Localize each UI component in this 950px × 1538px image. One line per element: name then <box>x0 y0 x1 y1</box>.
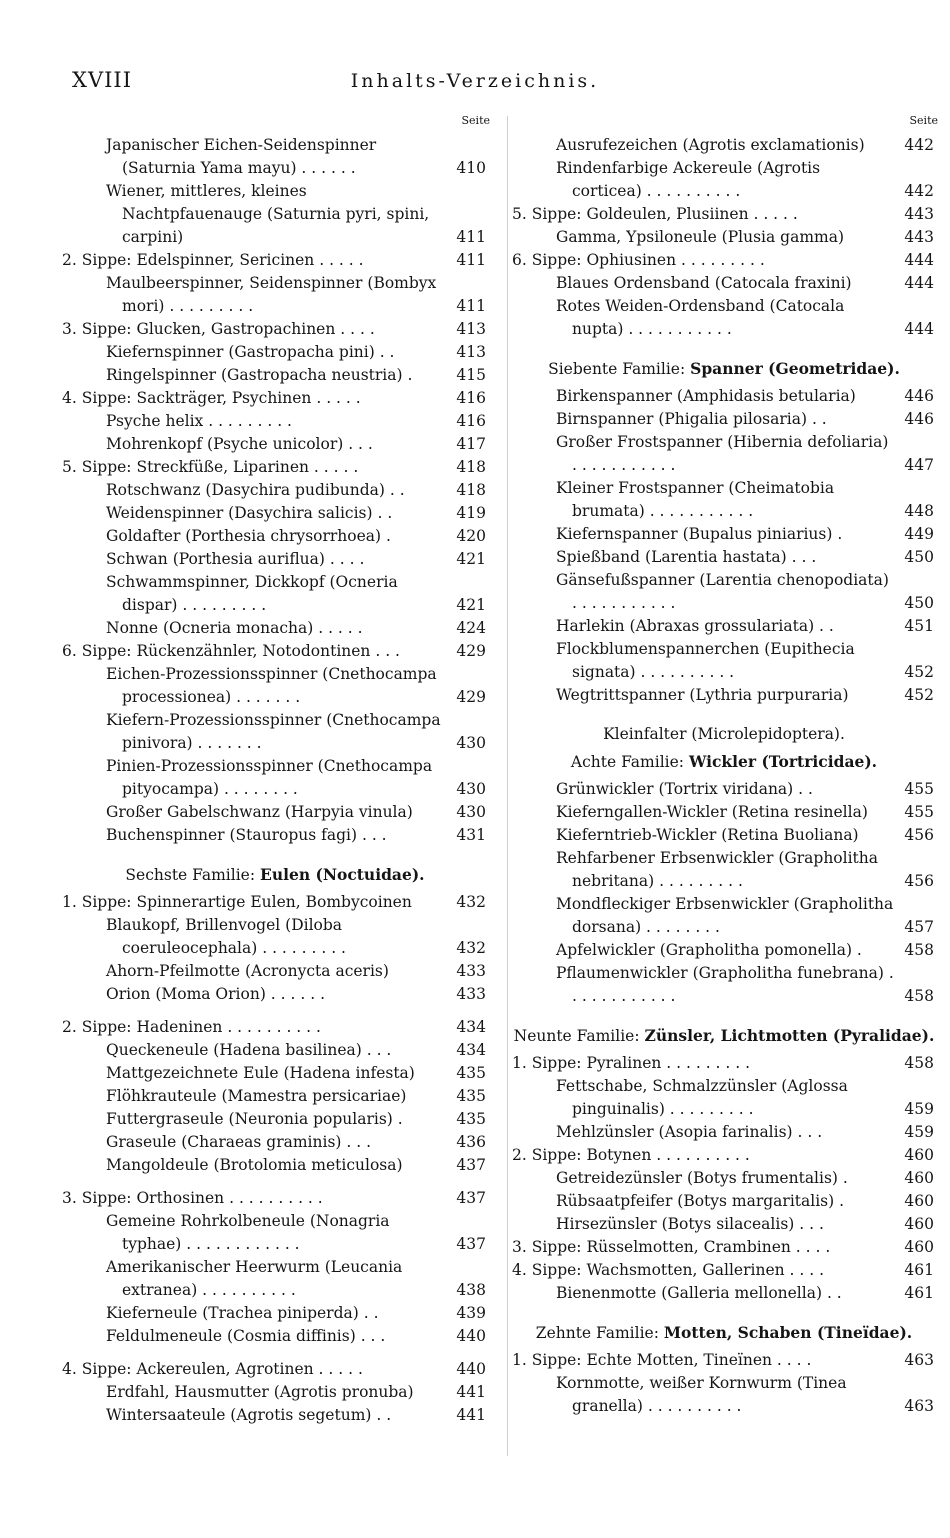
entry-text: Buchenspinner (Stauropus fagi) . . . <box>106 826 387 844</box>
toc-entry <box>510 134 938 157</box>
entry-text: Rotschwanz (Dasychira pudibunda) . . <box>106 481 405 499</box>
page-ref: 437 <box>456 1156 486 1174</box>
toc-entry <box>510 157 938 203</box>
page-ref: 442 <box>904 136 934 154</box>
page-ref: 460 <box>904 1215 934 1233</box>
toc-entry <box>510 801 938 824</box>
entry-text: Kieferneule (Trachea piniperda) . . <box>106 1304 379 1322</box>
toc-entry <box>510 684 938 707</box>
entry-text: 2. Sippe: Botynen . . . . . . . . . . <box>512 1146 750 1164</box>
page-ref: 416 <box>456 389 486 407</box>
page-ref: 447 <box>904 456 934 474</box>
entry-text: Goldafter (Porthesia chrysorrhoea) . <box>106 527 391 545</box>
entry-text: 2. Sippe: Hadeninen . . . . . . . . . . <box>62 1018 321 1036</box>
family-name: Motten, Schaben (Tineïdae). <box>663 1323 913 1342</box>
page-ref: 443 <box>904 205 934 223</box>
page-ref: 458 <box>904 941 934 959</box>
toc-entry <box>60 1108 490 1131</box>
entry-text: Pflaumenwickler (Grapholitha funebrana) . . . . . . . . . . . . <box>556 964 894 1005</box>
entry-text: 2. Sippe: Edelspinner, Sericinen . . . . . <box>62 251 364 269</box>
family-heading <box>510 357 938 381</box>
entry-text: Erdfahl, Hausmutter (Agrotis pronuba) <box>106 1383 414 1401</box>
page-ref: 463 <box>904 1351 934 1369</box>
entry-text: Gemeine Rohrkolbeneule (Nonagria typhae) . . . . . . . . . . . . <box>106 1212 390 1253</box>
entry-text: Großer Gabelschwanz (Harpyia vinula) <box>106 803 413 821</box>
page-ref: 434 <box>456 1041 486 1059</box>
page-ref: 456 <box>904 826 934 844</box>
toc-entry <box>510 477 938 523</box>
family-label: Zehnte Familie: <box>535 1324 659 1342</box>
entry-text: Harlekin (Abraxas grossulariata) . . <box>556 617 834 635</box>
page-ref: 420 <box>456 527 486 545</box>
page-ref: 450 <box>904 548 934 566</box>
toc-entry <box>510 893 938 939</box>
entry-text: Schwammspinner, Dickkopf (Ocneria dispar) . . . . . . . . . <box>106 573 398 614</box>
toc-entry <box>60 134 490 180</box>
entry-text: Orion (Moma Orion) . . . . . . <box>106 985 325 1003</box>
toc-entry <box>60 663 490 709</box>
toc-entry <box>60 960 490 983</box>
entry-text: Queckeneule (Hadena basilinea) . . . <box>106 1041 392 1059</box>
page-ref: 460 <box>904 1238 934 1256</box>
page-ref: 460 <box>904 1146 934 1164</box>
entry-text: Weidenspinner (Dasychira salicis) . . <box>106 504 393 522</box>
toc-entry <box>510 1121 938 1144</box>
toc-entry <box>510 1282 938 1305</box>
entry-text: Mattgezeichnete Eule (Hadena infesta) <box>106 1064 415 1082</box>
page-ref: 417 <box>456 435 486 453</box>
page-ref: 440 <box>456 1327 486 1345</box>
entry-text: Mohrenkopf (Psyche unicolor) . . . <box>106 435 373 453</box>
page-ref: 415 <box>456 366 486 384</box>
page-ref: 432 <box>456 893 486 911</box>
entry-text: 4. Sippe: Ackereulen, Agrotinen . . . . . <box>62 1360 363 1378</box>
page-ref: 432 <box>456 939 486 957</box>
left-column <box>60 114 490 1427</box>
entry-text: Nonne (Ocneria monacha) . . . . . <box>106 619 363 637</box>
toc-entry <box>60 755 490 801</box>
entry-text: Fettschabe, Schmalzzünsler (Aglossa pinguinalis) . . . . . . . . . <box>556 1077 848 1118</box>
page-ref: 459 <box>904 1100 934 1118</box>
page-ref: 444 <box>904 251 934 269</box>
seite-label-right: Seite <box>909 114 938 127</box>
family-label: Kleinfalter (Microlepidoptera). <box>603 725 845 743</box>
entry-text: Rotes Weiden-Ordensband (Catocala nupta) . . . . . . . . . . . <box>556 297 845 338</box>
entry-text: Bienenmotte (Galleria mellonella) . . <box>556 1284 842 1302</box>
toc-entry <box>510 778 938 801</box>
page-ref: 451 <box>904 617 934 635</box>
entry-text: Futtergraseule (Neuronia popularis) . <box>106 1110 403 1128</box>
toc-entry <box>510 962 938 1008</box>
page-ref: 461 <box>904 1261 934 1279</box>
family-heading <box>510 1321 938 1345</box>
entry-text: Eichen-Prozessionsspinner (Cnethocampa processionea) . . . . . . . <box>106 665 437 706</box>
page-ref: 411 <box>456 228 486 246</box>
toc-entry <box>60 433 490 456</box>
toc-entry <box>60 180 490 249</box>
family-name: Eulen (Noctuidae). <box>260 865 425 884</box>
page-ref: 429 <box>456 642 486 660</box>
family-heading <box>510 1024 938 1048</box>
toc-entry <box>510 939 938 962</box>
toc-entry <box>60 1404 490 1427</box>
page-ref: 446 <box>904 410 934 428</box>
toc-entry <box>60 502 490 525</box>
entry-text: Birnspanner (Phigalia pilosaria) . . <box>556 410 827 428</box>
page-ref: 452 <box>904 686 934 704</box>
toc-sippe <box>60 318 490 341</box>
toc-list-right <box>510 134 938 1418</box>
page-ref: 435 <box>456 1110 486 1128</box>
entry-text: Kiefernspinner (Gastropacha pini) . . <box>106 343 395 361</box>
entry-text: 1. Sippe: Pyralinen . . . . . . . . . <box>512 1054 751 1072</box>
entry-text: Blaukopf, Brillenvogel (Diloba coeruleocephala) . . . . . . . . . <box>106 916 346 957</box>
toc-entry <box>60 1325 490 1348</box>
page-ref: 435 <box>456 1064 486 1082</box>
entry-text: Getreidezünsler (Botys frumentalis) . <box>556 1169 848 1187</box>
page-ref: 444 <box>904 274 934 292</box>
family-label: Sechste Familie: <box>125 866 256 884</box>
entry-text: Apfelwickler (Grapholitha pomonella) . <box>556 941 862 959</box>
family-heading <box>60 863 490 887</box>
entry-text: 4. Sippe: Sackträger, Psychinen . . . . . <box>62 389 361 407</box>
page-ref: 411 <box>456 297 486 315</box>
toc-sippe <box>60 1358 490 1381</box>
family-name: Spanner (Geometridae). <box>690 359 900 378</box>
toc-entry <box>510 1372 938 1418</box>
toc-sippe <box>60 1187 490 1210</box>
entry-text: Spießband (Larentia hastata) . . . <box>556 548 817 566</box>
entry-text: Kieferngallen-Wickler (Retina resinella) <box>556 803 868 821</box>
page-ref: 444 <box>904 320 934 338</box>
toc-entry <box>510 1190 938 1213</box>
page-ref: 413 <box>456 343 486 361</box>
page-ref: 456 <box>904 872 934 890</box>
entry-text: Großer Frostspanner (Hibernia defoliaria) . . . . . . . . . . . <box>556 433 889 474</box>
family-label: Neunte Familie: <box>513 1027 640 1045</box>
page-ref: 458 <box>904 987 934 1005</box>
toc-entry <box>510 295 938 341</box>
page-ref: 455 <box>904 803 934 821</box>
page-ref: 460 <box>904 1169 934 1187</box>
entry-text: 1. Sippe: Spinnerartige Eulen, Bombycoinen <box>62 893 412 911</box>
entry-text: Kiefern-Prozessionsspinner (Cnethocampa pinivora) . . . . . . . <box>106 711 441 752</box>
family-name: Zünsler, Lichtmotten (Pyralidae). <box>644 1026 935 1045</box>
entry-text: Ringelspinner (Gastropacha neustria) . <box>106 366 413 384</box>
page-ref: 455 <box>904 780 934 798</box>
toc-entry <box>60 1154 490 1177</box>
entry-text: 5. Sippe: Goldeulen, Plusiinen . . . . . <box>512 205 798 223</box>
page-ref: 418 <box>456 481 486 499</box>
page-ref: 421 <box>456 550 486 568</box>
toc-entry <box>60 1131 490 1154</box>
entry-text: Pinien-Prozessionsspinner (Cnethocampa pityocampa) . . . . . . . . <box>106 757 433 798</box>
toc-entry <box>510 1167 938 1190</box>
entry-text: 3. Sippe: Glucken, Gastropachinen . . . . <box>62 320 375 338</box>
page-ref: 461 <box>904 1284 934 1302</box>
page-ref: 434 <box>456 1018 486 1036</box>
entry-text: Gamma, Ypsiloneule (Plusia gamma) <box>556 228 845 246</box>
page-ref: 452 <box>904 663 934 681</box>
entry-text: Blaues Ordensband (Catocala fraxini) <box>556 274 852 292</box>
entry-text: Kieferntrieb-Wickler (Retina Buoliana) <box>556 826 859 844</box>
page-ref: 433 <box>456 962 486 980</box>
toc-entry <box>510 408 938 431</box>
family-name: Wickler (Tortricidae). <box>688 752 878 771</box>
entry-text: Graseule (Charaeas graminis) . . . <box>106 1133 372 1151</box>
family-heading <box>510 723 938 746</box>
page-ref: 449 <box>904 525 934 543</box>
toc-entry <box>60 410 490 433</box>
page-ref: 433 <box>456 985 486 1003</box>
toc-entry <box>60 1256 490 1302</box>
column-divider <box>507 116 508 1456</box>
entry-text: Japanischer Eichen-Seidenspinner (Saturnia Yama mayu) . . . . . . <box>106 136 377 177</box>
page-ref: 437 <box>456 1235 486 1253</box>
page-ref: 410 <box>456 159 486 177</box>
toc-sippe <box>510 203 938 226</box>
toc-entry <box>60 364 490 387</box>
page-ref: 439 <box>456 1304 486 1322</box>
entry-text: 4. Sippe: Wachsmotten, Gallerinen . . . . <box>512 1261 825 1279</box>
entry-text: Grünwickler (Tortrix viridana) . . <box>556 780 813 798</box>
toc-entry <box>510 1213 938 1236</box>
page-ref: 460 <box>904 1192 934 1210</box>
page-ref: 443 <box>904 228 934 246</box>
entry-text: Schwan (Porthesia auriflua) . . . . <box>106 550 365 568</box>
toc-sippe <box>60 249 490 272</box>
page-ref: 441 <box>456 1383 486 1401</box>
toc-entry <box>60 617 490 640</box>
entry-text: Gänsefußspanner (Larentia chenopodiata) . . . . . . . . . . . <box>556 571 889 612</box>
entry-text: Flöhkrauteule (Mamestra persicariae) <box>106 1087 407 1105</box>
page-ref: 458 <box>904 1054 934 1072</box>
toc-entry <box>60 1039 490 1062</box>
toc-sippe <box>60 1016 490 1039</box>
entry-text: 5. Sippe: Streckfüße, Liparinen . . . . . <box>62 458 359 476</box>
entry-text: Wegtrittspanner (Lythria purpuraria) <box>556 686 849 704</box>
toc-sippe <box>510 1052 938 1075</box>
entry-text: Kleiner Frostspanner (Cheimatobia brumata) . . . . . . . . . . . <box>556 479 835 520</box>
entry-text: Psyche helix . . . . . . . . . <box>106 412 292 430</box>
toc-entry <box>510 523 938 546</box>
entry-text: Rehfarbener Erbsenwickler (Grapholitha nebritana) . . . . . . . . . <box>556 849 879 890</box>
entry-text: 1. Sippe: Echte Motten, Tineïnen . . . . <box>512 1351 812 1369</box>
page-ref: 440 <box>456 1360 486 1378</box>
entry-text: Birkenspanner (Amphidasis betularia) <box>556 387 856 405</box>
entry-text: 3. Sippe: Rüsselmotten, Crambinen . . . . <box>512 1238 831 1256</box>
page-ref: 421 <box>456 596 486 614</box>
page-ref: 459 <box>904 1123 934 1141</box>
toc-entry <box>510 615 938 638</box>
entry-text: Kiefernspanner (Bupalus piniarius) . <box>556 525 843 543</box>
entry-text: Mangoldeule (Brotolomia meticulosa) <box>106 1156 403 1174</box>
toc-sippe <box>510 1236 938 1259</box>
entry-text: Ausrufezeichen (Agrotis exclamationis) <box>556 136 865 154</box>
toc-sippe <box>510 249 938 272</box>
toc-entry <box>510 824 938 847</box>
toc-entry <box>60 824 490 847</box>
toc-sippe <box>510 1349 938 1372</box>
page-ref: 435 <box>456 1087 486 1105</box>
page-ref: 442 <box>904 182 934 200</box>
entry-text: Rindenfarbige Ackereule (Agrotis corticea) . . . . . . . . . . <box>556 159 821 200</box>
toc-entry <box>510 385 938 408</box>
toc-entry <box>60 1062 490 1085</box>
page-ref: 436 <box>456 1133 486 1151</box>
page-ref: 457 <box>904 918 934 936</box>
page-ref: 441 <box>456 1406 486 1424</box>
toc-entry <box>60 1302 490 1325</box>
toc-entry <box>510 272 938 295</box>
toc-entry <box>60 914 490 960</box>
toc-entry <box>510 431 938 477</box>
entry-text: Kornmotte, weißer Kornwurm (Tinea granella) . . . . . . . . . . <box>556 1374 847 1415</box>
page-ref: 430 <box>456 734 486 752</box>
entry-text: Feldulmeneule (Cosmia diffinis) . . . <box>106 1327 386 1345</box>
entry-text: Wiener, mittleres, kleines Nachtpfauenauge (Saturnia pyri, spini, carpini) <box>106 182 430 246</box>
page-ref: 437 <box>456 1189 486 1207</box>
toc-entry <box>60 1210 490 1256</box>
toc-entry <box>60 1381 490 1404</box>
toc-entry <box>510 569 938 615</box>
toc-entry <box>60 341 490 364</box>
toc-sippe <box>60 456 490 479</box>
toc-list-left <box>60 134 490 1427</box>
page-ref: 430 <box>456 803 486 821</box>
toc-entry <box>60 272 490 318</box>
right-column <box>510 114 938 1418</box>
entry-text: Flockblumenspannerchen (Eupithecia signata) . . . . . . . . . . <box>556 640 855 681</box>
page-ref: 450 <box>904 594 934 612</box>
toc-entry <box>60 479 490 502</box>
entry-text: 3. Sippe: Orthosinen . . . . . . . . . . <box>62 1189 323 1207</box>
page-ref: 448 <box>904 502 934 520</box>
page-ref: 430 <box>456 780 486 798</box>
seite-label-left: Seite <box>461 114 490 127</box>
toc-entry <box>60 709 490 755</box>
family-label: Achte Familie: <box>570 753 685 771</box>
toc-sippe <box>60 640 490 663</box>
page-ref: 463 <box>904 1397 934 1415</box>
toc-entry <box>60 801 490 824</box>
toc-entry <box>510 1075 938 1121</box>
page-ref: 424 <box>456 619 486 637</box>
toc-entry <box>60 1085 490 1108</box>
page-ref: 411 <box>456 251 486 269</box>
toc-sippe <box>60 891 490 914</box>
page-header <box>0 68 950 94</box>
entry-text: Ahorn-Pfeilmotte (Acronycta aceris) <box>106 962 389 980</box>
page-ref: 419 <box>456 504 486 522</box>
toc-entry <box>510 546 938 569</box>
page-ref: 418 <box>456 458 486 476</box>
entry-text: Amerikanischer Heerwurm (Leucania extranea) . . . . . . . . . . <box>106 1258 403 1299</box>
toc-entry <box>60 525 490 548</box>
entry-text: Wintersaateule (Agrotis segetum) . . <box>106 1406 392 1424</box>
entry-text: 6. Sippe: Ophiusinen . . . . . . . . . <box>512 251 765 269</box>
entry-text: Mondfleckiger Erbsenwickler (Grapholitha dorsana) . . . . . . . . <box>556 895 894 936</box>
page-ref: 431 <box>456 826 486 844</box>
page-ref: 446 <box>904 387 934 405</box>
toc-entry <box>60 571 490 617</box>
family-label: Siebente Familie: <box>548 360 686 378</box>
entry-text: 6. Sippe: Rückenzähnler, Notodontinen . . . <box>62 642 400 660</box>
page-ref: 429 <box>456 688 486 706</box>
toc-sippe <box>510 1144 938 1167</box>
toc-entry <box>60 548 490 571</box>
page-number: XVIII <box>72 68 133 92</box>
family-heading <box>510 750 938 774</box>
page-ref: 438 <box>456 1281 486 1299</box>
toc-entry <box>510 847 938 893</box>
toc-sippe <box>60 387 490 410</box>
toc-entry <box>510 226 938 249</box>
toc-entry <box>60 983 490 1006</box>
page-ref: 413 <box>456 320 486 338</box>
entry-text: Rübsaatpfeifer (Botys margaritalis) . <box>556 1192 845 1210</box>
page-ref: 416 <box>456 412 486 430</box>
toc-sippe <box>510 1259 938 1282</box>
entry-text: Mehlzünsler (Asopia farinalis) . . . <box>556 1123 823 1141</box>
entry-text: Maulbeerspinner, Seidenspinner (Bombyx mori) . . . . . . . . . <box>106 274 437 315</box>
entry-text: Hirsezünsler (Botys silacealis) . . . <box>556 1215 824 1233</box>
toc-entry <box>510 638 938 684</box>
page-title: Inhalts-Verzeichnis. <box>350 70 600 92</box>
